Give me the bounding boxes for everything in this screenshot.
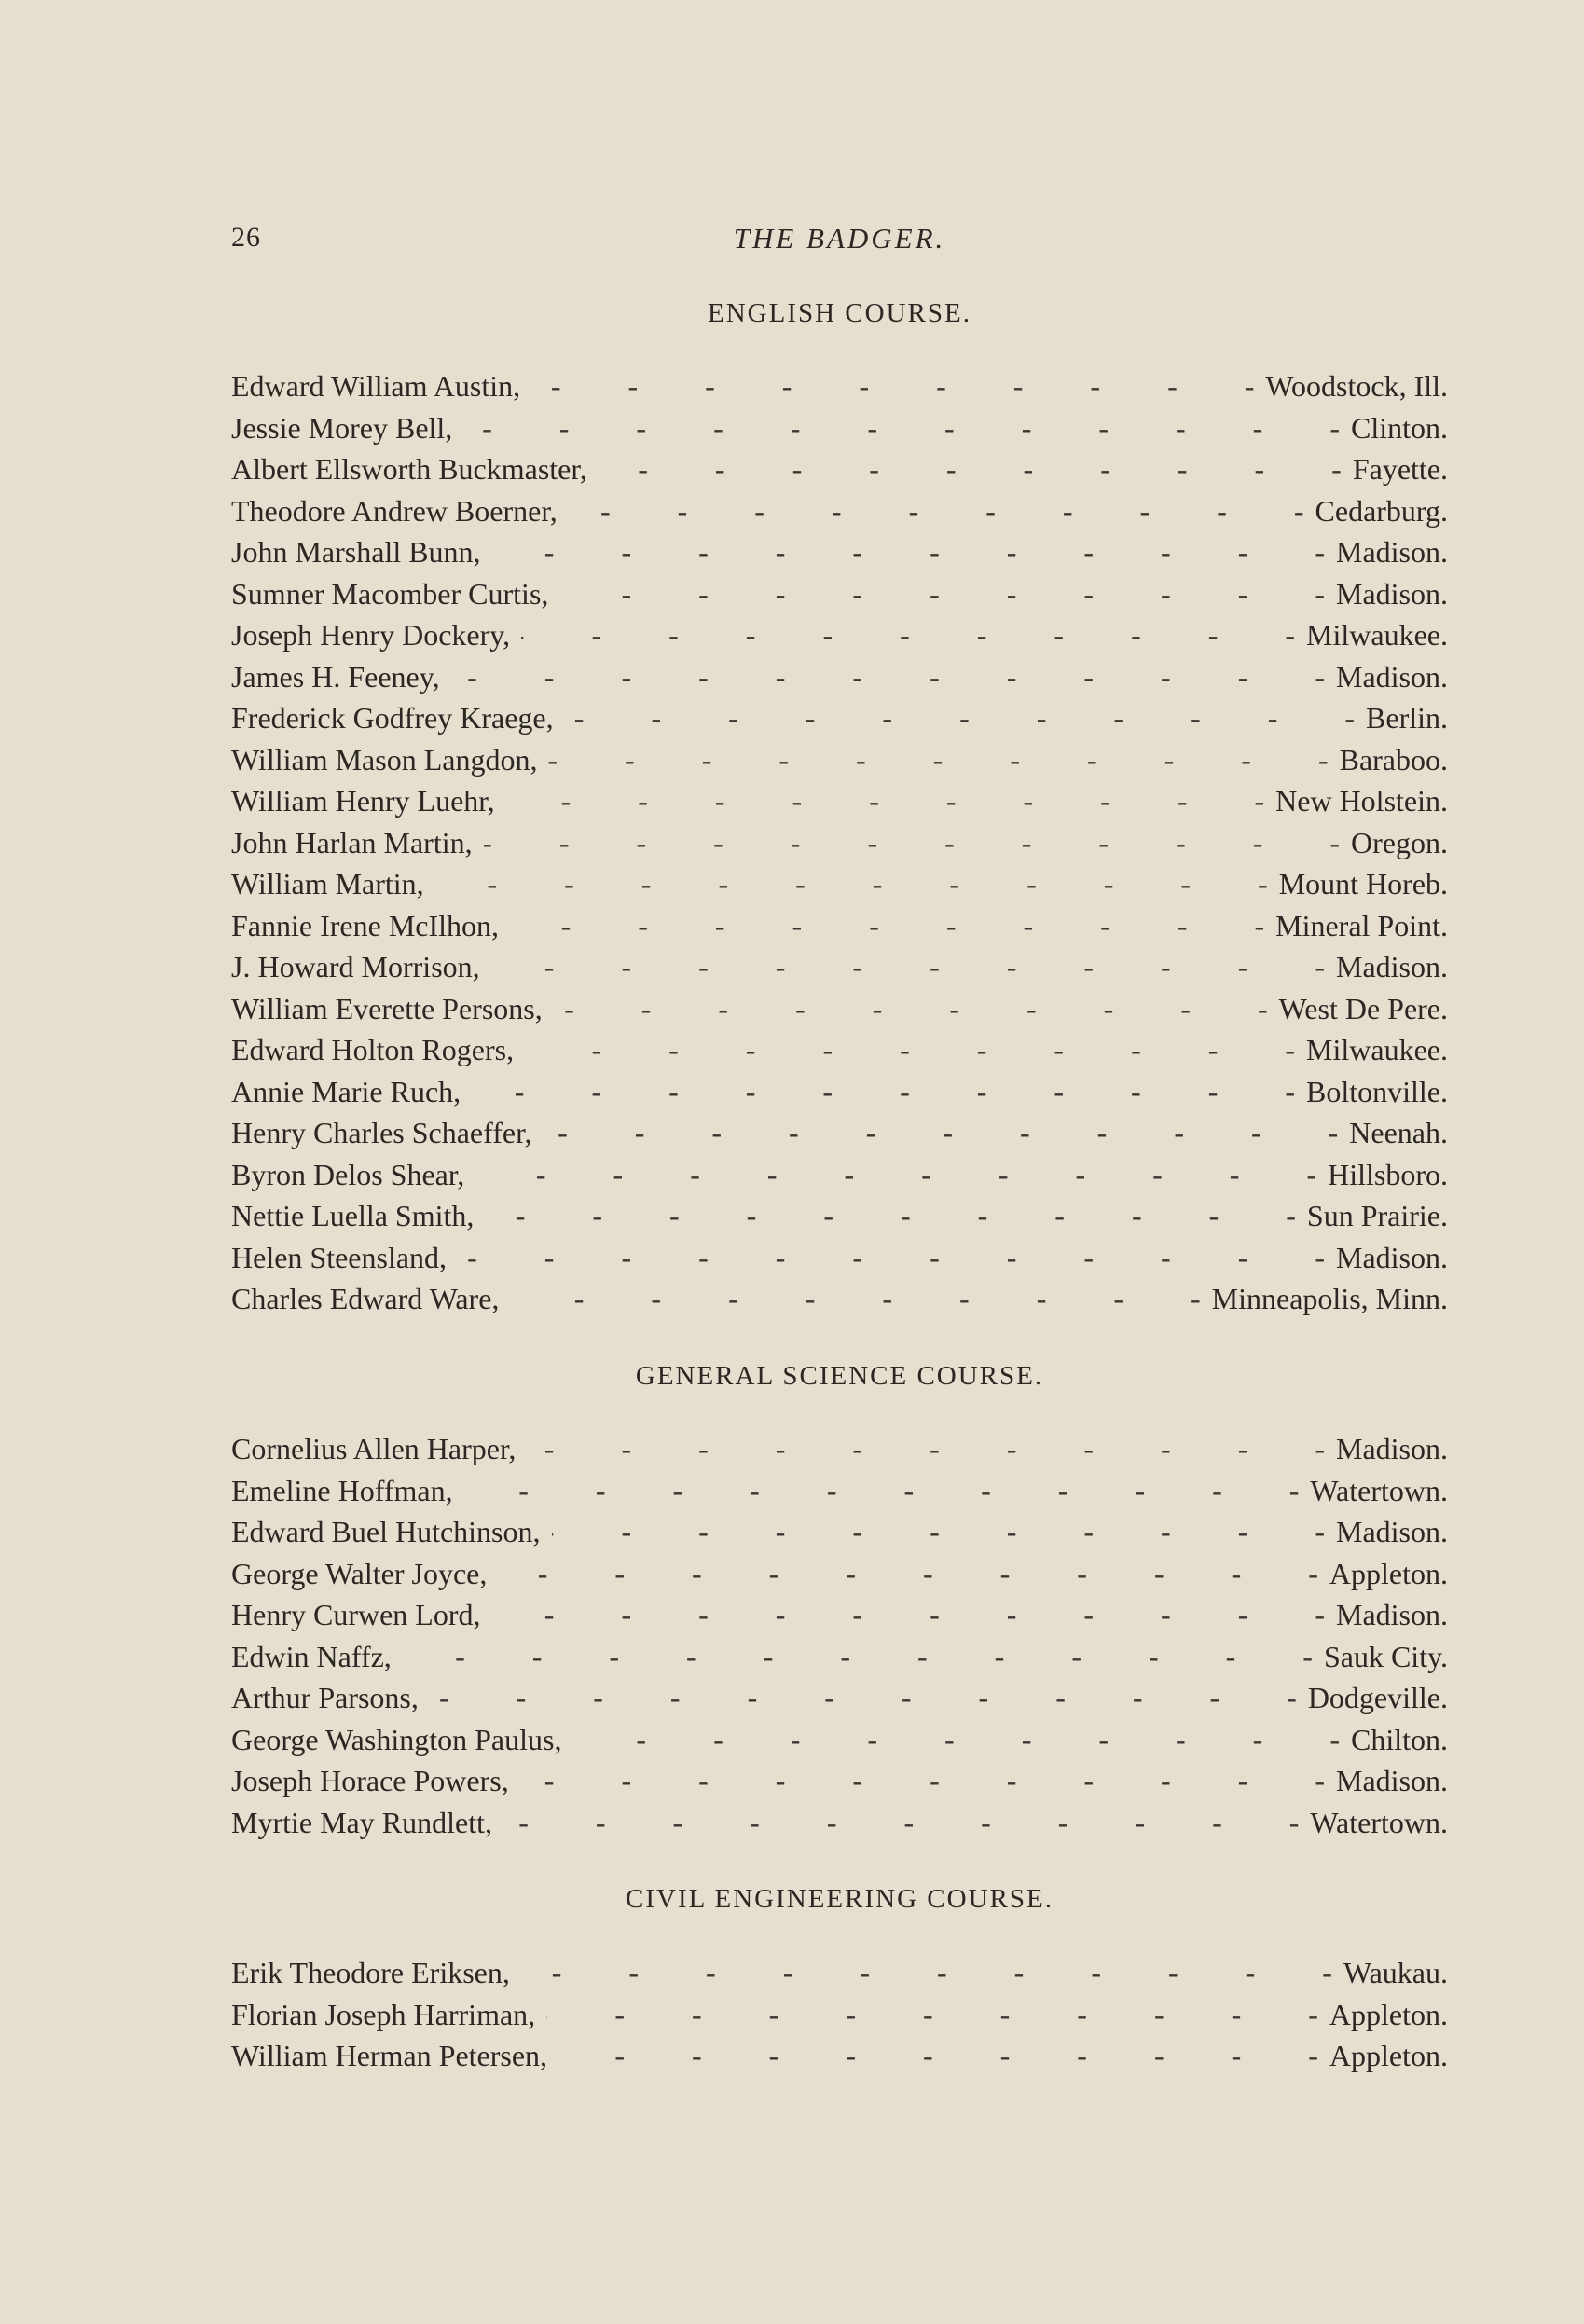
dash-leader — [491, 1598, 1325, 1632]
dash-leader — [599, 452, 1342, 487]
english-course-list — [231, 369, 1448, 1324]
list-item — [231, 1998, 1448, 2040]
dash-leader — [458, 1241, 1325, 1275]
hometown: Cedarburg. — [1315, 493, 1448, 528]
hometown: Madison. — [1336, 576, 1448, 611]
student-name: Nettie Luella Smith, — [231, 1199, 475, 1232]
student-name: Joseph Henry Dockery, — [231, 618, 511, 652]
list-item — [231, 1956, 1448, 1998]
hometown: Waukau. — [1343, 1956, 1448, 1989]
hometown: Madison. — [1336, 1764, 1448, 1797]
list-item — [231, 369, 1448, 411]
hometown: Boltonville. — [1306, 1074, 1448, 1108]
list-item — [231, 2039, 1448, 2081]
list-item — [231, 1515, 1448, 1557]
list-item — [231, 701, 1448, 743]
dash-leader — [463, 411, 1340, 446]
dash-leader — [569, 494, 1304, 529]
hometown: Madison. — [1336, 1240, 1448, 1274]
dash-leader — [464, 1474, 1300, 1508]
student-name: Albert Ellsworth Buckmaster, — [231, 452, 587, 486]
student-name: Henry Charles Schaeffer, — [231, 1116, 532, 1149]
list-item — [231, 1806, 1448, 1848]
list-item — [231, 494, 1448, 536]
list-item — [231, 1158, 1448, 1200]
dash-leader — [492, 535, 1325, 570]
student-name: Joseph Horace Powers, — [231, 1764, 509, 1797]
list-item — [231, 618, 1448, 660]
hometown: Neenah. — [1349, 1116, 1448, 1149]
dash-leader — [548, 743, 1328, 777]
list-item — [231, 1640, 1448, 1682]
list-item — [231, 1764, 1448, 1806]
student-name: Charles Edward Ware, — [231, 1282, 500, 1315]
student-name: Byron Delos Shear, — [231, 1157, 465, 1191]
student-name: William Henry Luehr, — [231, 784, 495, 818]
dash-leader — [527, 1432, 1325, 1466]
dash-leader — [403, 1640, 1313, 1674]
list-item — [231, 1282, 1448, 1324]
hometown: Milwaukee. — [1306, 618, 1448, 652]
student-name: Myrtie May Rundlett, — [231, 1805, 492, 1839]
hometown: New Holstein. — [1275, 784, 1448, 818]
list-item — [231, 1116, 1448, 1158]
student-name: Fannie Irene McIlhon, — [231, 908, 500, 942]
student-name: William Herman Petersen, — [231, 2039, 548, 2072]
student-name: John Marshall Bunn, — [231, 535, 481, 569]
list-item — [231, 1075, 1448, 1117]
dash-leader — [521, 1956, 1332, 1990]
student-name: George Walter Joyce, — [231, 1556, 488, 1590]
hometown: Madison. — [1336, 1515, 1448, 1548]
dash-leader — [451, 660, 1325, 694]
hometown: Minneapolis, Minn. — [1211, 1282, 1448, 1315]
student-name: Florian Joseph Harriman, — [231, 1997, 536, 2031]
dash-leader — [510, 1282, 1200, 1316]
hometown: Watertown. — [1310, 1473, 1448, 1507]
student-name: Emeline Hoffman, — [231, 1473, 453, 1507]
section-heading-civil-engineering-course: CIVIL ENGINEERING COURSE. — [626, 1884, 1054, 1914]
list-item — [231, 1241, 1448, 1283]
list-item — [231, 867, 1448, 909]
dash-leader — [565, 701, 1355, 736]
student-name: Frederick Godfrey Kraege, — [231, 701, 554, 735]
dash-leader — [498, 1557, 1318, 1591]
dash-leader — [430, 1681, 1297, 1715]
page-header — [231, 222, 1448, 268]
student-name: William Mason Langdon, — [231, 742, 538, 777]
dash-leader — [485, 1199, 1296, 1233]
student-name: Arthur Parsons, — [231, 1681, 419, 1714]
hometown: Chilton. — [1350, 1722, 1448, 1756]
section-heading-english-course: ENGLISH COURSE. — [708, 298, 971, 328]
hometown: West De Pere. — [1278, 991, 1448, 1025]
list-item — [231, 1033, 1448, 1075]
hometown: Appleton. — [1329, 1997, 1448, 2031]
list-item — [231, 660, 1448, 702]
student-name: Edward Holton Rogers, — [231, 1033, 515, 1066]
student-name: Cornelius Allen Harper, — [231, 1432, 517, 1465]
hometown: Madison. — [1336, 950, 1448, 983]
dash-leader — [572, 1723, 1340, 1757]
hometown: Berlin. — [1366, 701, 1448, 735]
student-name: Sumner Macomber Curtis, — [231, 576, 549, 611]
dash-leader — [521, 618, 1295, 653]
list-item — [231, 411, 1448, 453]
running-title: THE BADGER. — [733, 222, 946, 254]
list-item — [231, 1199, 1448, 1241]
student-name: J. Howard Morrison, — [231, 950, 480, 983]
list-item — [231, 826, 1448, 868]
dash-leader — [491, 950, 1325, 984]
civil-engineering-course-list — [231, 1956, 1448, 2081]
list-item — [231, 1681, 1448, 1723]
student-name: Edward Buel Hutchinson, — [231, 1515, 541, 1548]
list-item — [231, 1598, 1448, 1640]
hometown: Mineral Point. — [1275, 908, 1448, 942]
list-item — [231, 784, 1448, 826]
hometown: Woodstock, Ill. — [1265, 369, 1448, 403]
student-name: Edwin Naffz, — [231, 1639, 392, 1673]
hometown: Clinton. — [1350, 410, 1448, 445]
student-name: Edward William Austin, — [231, 369, 521, 403]
dash-leader — [510, 909, 1264, 943]
dash-leader — [559, 577, 1325, 612]
hometown: Sauk City. — [1323, 1639, 1448, 1673]
list-item — [231, 535, 1448, 577]
dash-leader — [484, 826, 1340, 860]
hometown: Baraboo. — [1339, 742, 1448, 777]
dash-leader — [520, 1764, 1325, 1798]
page-number: 26 — [231, 222, 261, 253]
section-heading-general-science-course: GENERAL SCIENCE COURSE. — [635, 1361, 1044, 1391]
student-name: James H. Feeney, — [231, 659, 440, 694]
dash-leader — [546, 1998, 1318, 2032]
dash-leader — [503, 1806, 1299, 1840]
list-item — [231, 950, 1448, 992]
hometown: Hillsboro. — [1328, 1157, 1448, 1191]
student-name: George Washington Paulus, — [231, 1722, 562, 1756]
hometown: Milwaukee. — [1306, 1033, 1448, 1066]
student-name: Theodore Andrew Boerner, — [231, 493, 558, 528]
student-name: Jessie Morey Bell, — [231, 410, 453, 445]
hometown: Watertown. — [1310, 1805, 1448, 1839]
hometown: Sun Prairie. — [1306, 1199, 1448, 1232]
dash-leader — [552, 1515, 1326, 1549]
student-name: Helen Steensland, — [231, 1240, 448, 1274]
dash-leader — [475, 1158, 1316, 1192]
list-item — [231, 452, 1448, 494]
list-item — [231, 1557, 1448, 1599]
hometown: Appleton. — [1329, 1556, 1448, 1590]
student-name: Henry Curwen Lord, — [231, 1598, 481, 1631]
list-item — [231, 992, 1448, 1034]
dash-leader — [472, 1075, 1295, 1109]
dash-leader — [525, 1033, 1295, 1067]
dash-leader — [531, 369, 1254, 404]
hometown: Oregon. — [1351, 825, 1448, 859]
general-science-course-list — [231, 1432, 1448, 1847]
dash-leader — [554, 992, 1268, 1026]
hometown: Appleton. — [1329, 2039, 1448, 2072]
dash-leader — [558, 2039, 1318, 2073]
list-item — [231, 1432, 1448, 1474]
hometown: Mount Horeb. — [1278, 867, 1448, 901]
list-item — [231, 577, 1448, 619]
student-name: John Harlan Martin, — [231, 825, 473, 859]
student-name: Annie Marie Ruch, — [231, 1074, 461, 1108]
list-item — [231, 1474, 1448, 1516]
student-name: Erik Theodore Eriksen, — [231, 1956, 510, 1989]
hometown: Madison. — [1336, 535, 1448, 569]
list-item — [231, 743, 1448, 785]
list-item — [231, 909, 1448, 951]
hometown: Dodgeville. — [1307, 1681, 1448, 1714]
hometown: Madison. — [1336, 1598, 1448, 1631]
dash-leader — [435, 867, 1268, 901]
hometown: Madison. — [1336, 1432, 1448, 1465]
hometown: Madison. — [1336, 659, 1448, 694]
student-name: William Everette Persons, — [231, 991, 543, 1025]
dash-leader — [543, 1116, 1338, 1150]
dash-leader — [506, 784, 1264, 818]
student-name: William Martin, — [231, 867, 424, 901]
list-item — [231, 1723, 1448, 1765]
hometown: Fayette. — [1352, 452, 1448, 486]
